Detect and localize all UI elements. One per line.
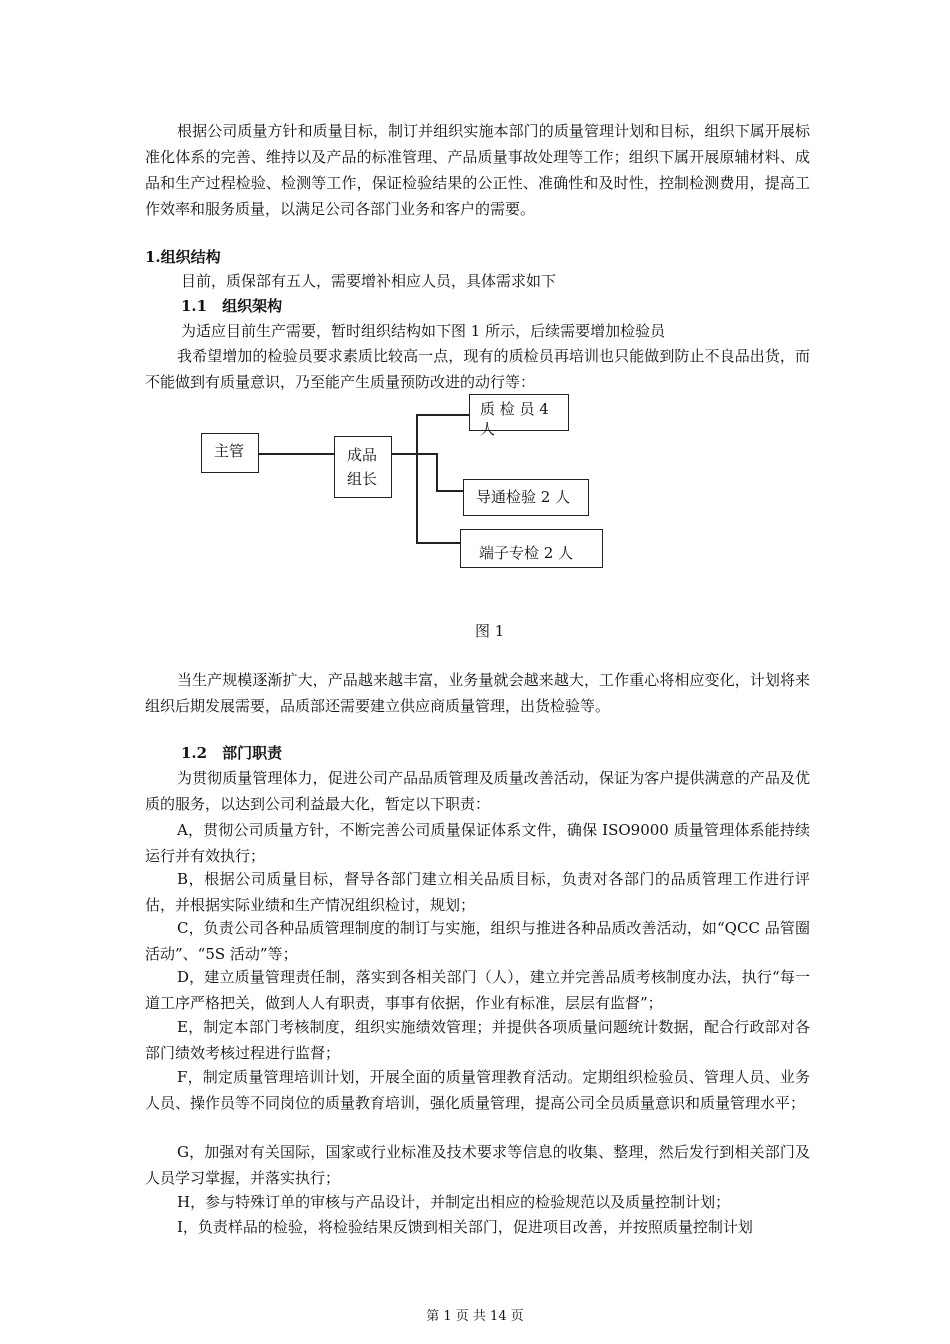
org-node-boss: 主管 [201,433,259,473]
org-node-continuity: 导通检验 2 人 [463,479,589,516]
subsection-line: 为适应目前生产需要，暂时组织结构如下图 1 所示，后续需要增加检验员 [181,322,666,340]
subsection-paragraph: 我希望增加的检验员要求素质比较高一点，现有的质检员再培训也只能做到防止不良品出货，而不能做到有质量意识，乃至能产生质量预防改进的动行等： [145,347,810,391]
after-chart-paragraph: 当生产规模逐渐扩大，产品越来越丰富，业务量就会越来越大，工作重心将相应变化，计划将来组织后期发展需要，品质部还需要建立供应商质量管理，出货检验等。 [145,671,810,715]
org-connector [416,453,438,455]
org-connector [259,453,334,455]
org-connector [392,453,416,455]
duty-item: H，参与特殊订单的审核与产品设计，并制定出相应的检验规范以及质量控制计划； [177,1193,731,1211]
org-connector [416,414,469,416]
figure-caption: 图 1 [475,622,505,640]
duty-item: G，加强对有关国际，国家或行业标准及技术要求等信息的收集、整理，然后发行到相关部门及人员学习掌握，并落实执行； [145,1143,810,1187]
org-connector [436,453,438,490]
duty-item: A，贯彻公司质量方针，不断完善公司质量保证体系文件，确保 ISO9000 质量管理体系能持续运行并有效执行； [145,821,810,865]
section-heading: 1.组织结构 [145,248,221,266]
org-connector [416,542,460,544]
duty-item: E，制定本部门考核制度，组织实施绩效管理；并提供各项质量问题统计数据，配合行政部对各部门绩效考核过程进行监督； [145,1018,810,1062]
intro-paragraph: 根据公司质量方针和质量目标，制订并组织实施本部门的质量管理计划和目标，组织下属开展标准化体系的完善、维持以及产品的标准管理、产品质量事故处理等工作；组织下属开展原辅材料、成品和生产过程检验、检测等工作，保证检验结果的公正性、准确性和及时性，控制检测费用，提高工作效率和服务质量，以满足公司各部门业务和客户的需要。 [145,122,810,218]
duty-item: F，制定质量管理培训计划，开展全面的质量管理教育活动。定期组织检验员、管理人员、业务人员、操作员等不同岗位的质量教育培训，强化质量管理，提高公司全员质量意识和质量管理水平； [145,1068,810,1112]
org-connector [416,414,418,542]
duty-item: C，负责公司各种品质管理制度的制订与实施，组织与推进各种品质改善活动，如“QCC 品管圈活动”、“5S 活动”等； [145,919,810,963]
org-node-inspectors: 质 检 员 4 人 [469,394,569,431]
org-node-terminal: 端子专检 2 人 [460,529,603,568]
subsection-heading: 1.2 部门职责 [181,744,283,762]
duty-item: B，根据公司质量目标，督导各部门建立相关品质目标，负责对各部门的品质管理工作进行评估，并根据实际业绩和生产情况组织检讨，规划； [145,870,810,914]
duty-item: D，建立质量管理责任制，落实到各相关部门（人），建立并完善品质考核制度办法，执行“每一道工序严格把关，做到人人有职责，事事有依据，作业有标准，层层有监督”； [145,968,810,1012]
page-footer: 第 1 页 共 14 页 [426,1309,524,1324]
section-line: 目前，质保部有五人，需要增补相应人员，具体需求如下 [181,272,557,290]
org-connector [436,490,463,492]
duties-intro: 为贯彻质量管理体力，促进公司产品品质管理及质量改善活动，保证为客户提供满意的产品及优质的服务，以达到公司利益最大化，暂定以下职责： [145,769,810,813]
subsection-heading: 1.1 组织架构 [181,297,283,315]
org-node-lead: 成品组长 [334,436,392,498]
duty-item: I，负责样品的检验，将检验结果反馈到相关部门，促进项目改善，并按照质量控制计划 [177,1218,753,1236]
